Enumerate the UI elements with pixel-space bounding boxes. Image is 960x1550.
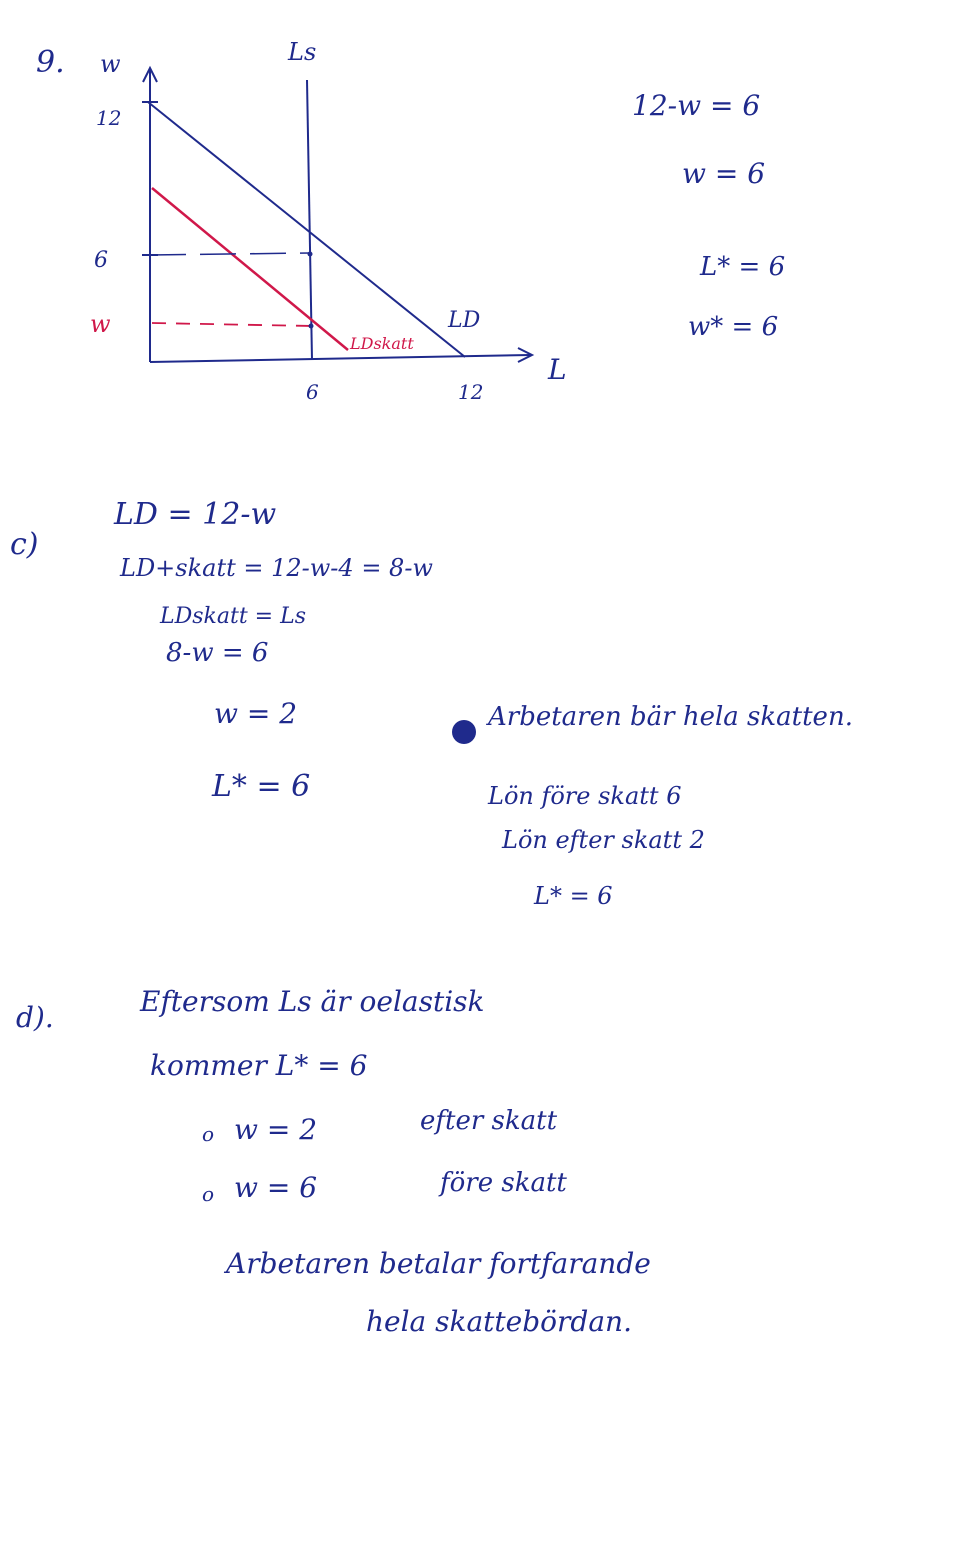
y-tick-6: 6 [94, 248, 108, 273]
y-tick-w: w [90, 310, 111, 338]
side-equation: w = 6 [682, 157, 766, 190]
side-equation: 12-w = 6 [632, 89, 761, 122]
part-d-item-eq: w = 2 [234, 1113, 318, 1146]
part-d-label: d). [16, 1001, 54, 1034]
scribble-bullet-icon [452, 720, 476, 744]
demand-line [148, 102, 465, 357]
part-c-line: LDskatt = Ls [160, 604, 306, 629]
side-equation: w* = 6 [688, 312, 779, 342]
part-c-line: L* = 6 [212, 769, 311, 804]
demand-label: LD [448, 308, 481, 333]
equilibrium-point [308, 252, 313, 257]
part-c-label: c) [10, 527, 39, 562]
part-c-note-line: Lön före skatt 6 [488, 782, 682, 810]
tax-point [309, 324, 314, 329]
guide-w [152, 323, 312, 326]
part-c-note-title: Arbetaren bär hela skatten. [488, 702, 853, 732]
part-d-conclusion: Arbetaren betalar fortfarande [226, 1247, 651, 1280]
part-c-note-line: Lön efter skatt 2 [502, 826, 705, 854]
part-d-item-note: efter skatt [420, 1106, 558, 1136]
part-c-line: LD = 12-w [114, 497, 277, 532]
x-tick-12: 12 [458, 380, 484, 404]
tax-demand-label: LDskatt [350, 334, 414, 353]
part-c-line: LD+skatt = 12-w-4 = 8-w [120, 554, 433, 582]
part-c-note-line: L* = 6 [534, 882, 613, 910]
side-equation: L* = 6 [700, 252, 786, 282]
part-c-line: 8-w = 6 [166, 638, 269, 668]
part-d-item-eq: w = 6 [234, 1171, 318, 1204]
y-tick-12: 12 [96, 106, 122, 130]
x-tick-6: 6 [306, 380, 319, 404]
part-d-conclusion: hela skattebördan. [366, 1305, 632, 1338]
part-c-line: w = 2 [214, 697, 298, 730]
x-axis [150, 355, 530, 362]
part-d-bullet: o [202, 1182, 215, 1206]
part-d-item-note: före skatt [440, 1168, 567, 1198]
y-axis-label: w [100, 50, 121, 78]
problem-number: 9. [36, 45, 65, 80]
supply-label: Ls [288, 38, 317, 66]
x-axis-label: L [548, 353, 567, 386]
part-d-line: Eftersom Ls är oelastisk [140, 985, 485, 1018]
guide-6 [150, 253, 310, 255]
part-d-bullet: o [202, 1122, 215, 1146]
part-d-line: kommer L* = 6 [150, 1049, 368, 1082]
